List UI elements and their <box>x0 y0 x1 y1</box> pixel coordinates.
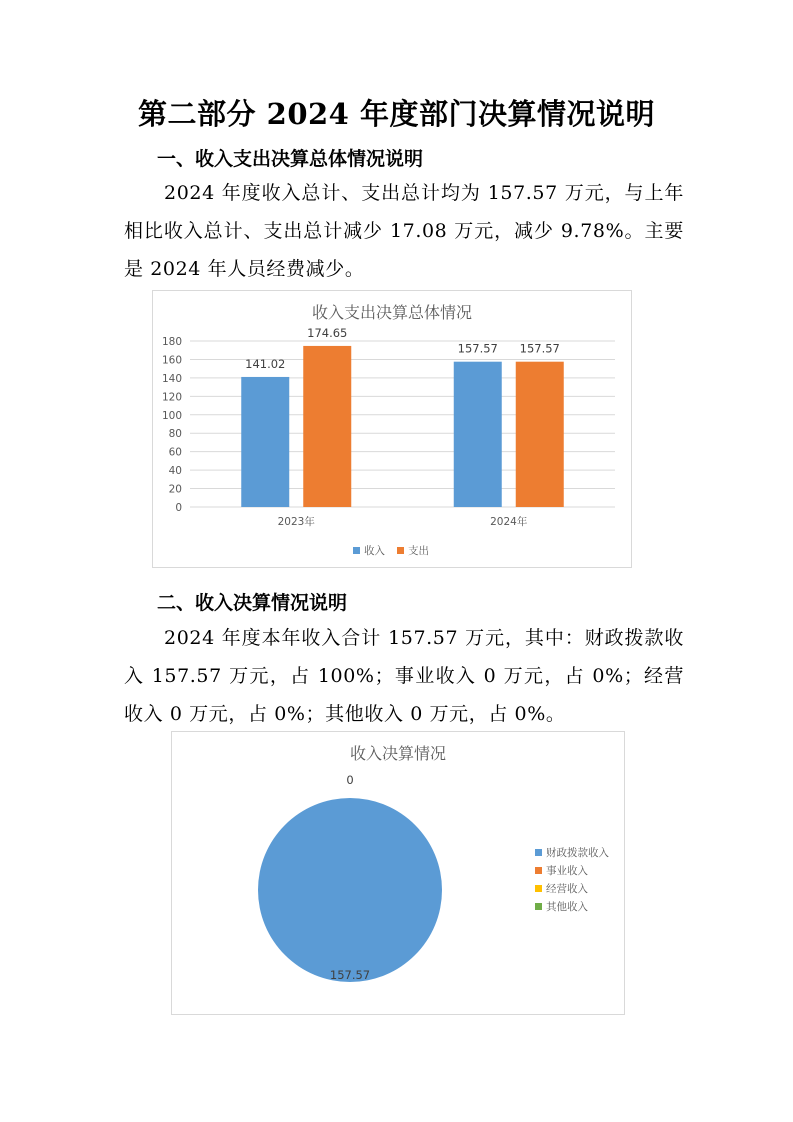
bar-chart-title: 收入支出决算总体情况 <box>311 303 473 322</box>
section1-heading: 一、收入支出决算总体情况说明 <box>157 148 424 170</box>
pie-chart-slices <box>258 798 442 982</box>
legend-label: 事业收入 <box>546 865 588 877</box>
bar-chart-frame <box>152 290 632 568</box>
legend-swatch <box>535 903 542 910</box>
x-tick-label: 2023年 <box>277 516 315 528</box>
section2-paragraph: 2024 年度本年收入合计 157.57 万元，其中：财政拨款收入 157.57 万元，占 100%；事业收入 0 万元，占 0%；经营收入 0 万元，占 0%；其他收入 0 万元，占 0%。 <box>124 627 684 725</box>
bar-data-label: 157.57 <box>457 341 498 356</box>
pie-chart-legend <box>535 846 609 913</box>
section1-paragraph: 2024 年度收入总计、支出总计均为 157.57 万元，与上年相比收入总计、支出总计减少 17.08 万元，减少 9.78%。主要是 2024 年人员经费减少。 <box>124 182 684 280</box>
pie-data-label: 0 <box>346 773 354 787</box>
y-tick-label: 120 <box>161 391 182 404</box>
section2-heading: 二、收入决算情况说明 <box>157 592 348 614</box>
bar-chart-x-ticks <box>278 515 528 528</box>
legend-label: 财政拨款收入 <box>546 847 609 859</box>
legend-swatch <box>535 849 542 856</box>
bar-chart-bars <box>241 346 564 507</box>
legend-swatch <box>397 547 404 554</box>
y-tick-label: 100 <box>161 409 182 422</box>
bar-支出-2024年 <box>516 362 564 507</box>
bar-data-label: 157.57 <box>519 341 560 356</box>
legend-swatch <box>353 547 360 554</box>
bar-chart-y-ticks <box>162 336 182 514</box>
legend-swatch <box>535 885 542 892</box>
page-title: 第二部分 2024 年度部门决算情况说明 <box>138 97 655 131</box>
pie-chart <box>172 732 624 1014</box>
pie-data-label: 157.57 <box>329 968 371 982</box>
legend-swatch <box>535 867 542 874</box>
bar-收入-2023年 <box>241 377 289 507</box>
y-tick-label: 180 <box>161 336 182 348</box>
y-tick-label: 40 <box>168 465 182 478</box>
bar-chart <box>153 291 631 567</box>
bar-data-label: 174.65 <box>307 325 348 340</box>
legend-label: 支出 <box>408 545 429 557</box>
bar-chart-legend <box>353 544 429 557</box>
pie-slice-财政拨款收入 <box>258 798 442 982</box>
bar-chart-data-labels <box>245 326 560 371</box>
legend-label: 其他收入 <box>546 901 588 913</box>
legend-label: 收入 <box>364 545 385 557</box>
pie-chart-title: 收入决算情况 <box>349 744 447 763</box>
bar-收入-2024年 <box>454 362 502 507</box>
legend-label: 经营收入 <box>546 883 588 895</box>
y-tick-label: 20 <box>168 483 182 496</box>
y-tick-label: 80 <box>168 428 182 441</box>
y-tick-label: 160 <box>161 354 182 367</box>
bar-支出-2023年 <box>303 346 351 507</box>
pie-chart-frame <box>171 731 625 1015</box>
y-tick-label: 60 <box>168 446 182 459</box>
y-tick-label: 140 <box>161 372 182 385</box>
bar-data-label: 141.02 <box>245 356 286 371</box>
x-tick-label: 2024年 <box>490 516 528 528</box>
y-tick-label: 0 <box>175 502 182 514</box>
